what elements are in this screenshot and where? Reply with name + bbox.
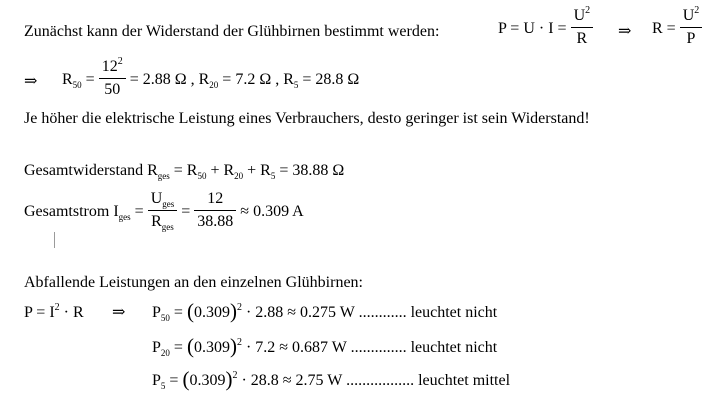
total-current-eq: = bbox=[130, 203, 148, 221]
power-value: · 28.8 ≈ 2.75 W bbox=[237, 372, 343, 389]
power-label: P bbox=[152, 339, 161, 356]
total-resistance-term: = R bbox=[169, 162, 198, 179]
current-fraction-1-num: U bbox=[150, 190, 163, 207]
power-base: 0.309 bbox=[193, 304, 230, 321]
power-exp: 2 bbox=[236, 302, 242, 313]
r50-fraction-den: 50 bbox=[104, 81, 121, 98]
power-sub: 5 bbox=[160, 381, 166, 391]
text-caret bbox=[54, 232, 55, 248]
current-fraction-1-den-sub: ges bbox=[161, 222, 174, 232]
intro-line bbox=[24, 24, 439, 40]
total-current-value: ≈ 0.309 A bbox=[236, 203, 304, 221]
total-resistance-line bbox=[24, 163, 344, 179]
paren-open: ( bbox=[186, 334, 194, 358]
intro-text: Zunächst kann der Widerstand der Glühbirnen bestimmt werden: bbox=[24, 23, 440, 40]
power-label: P bbox=[152, 304, 161, 321]
power-line-5 bbox=[152, 367, 511, 391]
total-resistance-sub: 20 bbox=[234, 171, 244, 181]
power-sub: 20 bbox=[160, 348, 170, 358]
resistance-values bbox=[62, 56, 360, 100]
r50-eq: = bbox=[81, 71, 99, 89]
r50-fraction-num: 12 bbox=[101, 58, 118, 75]
r50-value: = 2.88 Ω bbox=[125, 71, 187, 89]
total-current-line bbox=[24, 190, 304, 232]
implies-arrow-icon: ⇒ bbox=[112, 304, 126, 321]
power-dots: ............ bbox=[354, 304, 407, 321]
implies-arrow-3 bbox=[112, 305, 125, 321]
power-exp: 2 bbox=[232, 370, 238, 381]
power-base: 0.309 bbox=[193, 339, 230, 356]
r5-label: , R bbox=[271, 71, 294, 89]
total-resistance-sub: 5 bbox=[270, 171, 276, 181]
implies-arrow-icon: ⇒ bbox=[24, 73, 38, 90]
r20-value: = 7.2 Ω bbox=[218, 71, 272, 89]
resistance-fraction-den: P bbox=[686, 30, 696, 47]
power-line-50 bbox=[152, 299, 498, 323]
resistance-definition-lhs: R = bbox=[652, 20, 680, 38]
implies-arrow-2 bbox=[24, 74, 37, 90]
power-fraction bbox=[571, 5, 594, 47]
power-dots: ................. bbox=[342, 372, 415, 389]
power-formula-line bbox=[24, 302, 84, 321]
section-text: Abfallende Leistungen an den einzelnen Glühbirnen: bbox=[24, 274, 363, 291]
power-result: leuchtet nicht bbox=[406, 339, 498, 356]
power-sub: 50 bbox=[160, 313, 170, 323]
power-value: · 2.88 ≈ 0.275 W bbox=[241, 304, 355, 321]
r50-fraction bbox=[99, 56, 126, 98]
r50-fraction-exp: 2 bbox=[117, 56, 123, 67]
power-definition bbox=[498, 5, 593, 49]
r20-label: , R bbox=[186, 71, 210, 89]
power-formula-rest: · R bbox=[59, 304, 84, 321]
total-resistance-sub: ges bbox=[157, 171, 170, 181]
power-line-20 bbox=[152, 334, 498, 358]
power-dots: .............. bbox=[346, 339, 407, 356]
r5-value: = 28.8 Ω bbox=[298, 71, 360, 89]
power-exp: 2 bbox=[236, 337, 242, 348]
current-fraction-1-num-sub: ges bbox=[162, 199, 175, 209]
current-fraction-1-den: R bbox=[151, 213, 162, 230]
paren-close: ) bbox=[229, 334, 237, 358]
power-label: P bbox=[152, 372, 161, 389]
current-fraction-2 bbox=[194, 191, 236, 230]
current-fraction-1 bbox=[148, 191, 178, 230]
power-result: leuchtet nicht bbox=[406, 304, 498, 321]
power-formula-exp: 2 bbox=[54, 302, 60, 313]
statement-text: Je höher die elektrische Leistung eines Verbrauchers, desto geringer ist sein Widerstand! bbox=[24, 110, 590, 127]
power-formula-text: P = I bbox=[24, 304, 55, 321]
r5-sub: 5 bbox=[293, 80, 299, 91]
power-result: leuchtet mittel bbox=[414, 372, 511, 389]
resistance-definition bbox=[652, 5, 702, 49]
paren-open: ( bbox=[186, 299, 194, 323]
section-line bbox=[24, 275, 363, 291]
resistance-fraction-exp: 2 bbox=[694, 5, 700, 16]
statement-line bbox=[24, 111, 590, 127]
power-eq: = bbox=[165, 372, 183, 389]
total-resistance-value: = 38.88 Ω bbox=[275, 162, 345, 179]
implies-arrow-icon: ⇒ bbox=[618, 23, 632, 40]
resistance-fraction bbox=[680, 5, 703, 47]
total-current-sub: ges bbox=[118, 212, 131, 223]
total-resistance-sub: 50 bbox=[197, 171, 207, 181]
implies-arrow-1 bbox=[618, 24, 631, 40]
power-value: · 7.2 ≈ 0.687 W bbox=[241, 339, 347, 356]
r20-sub: 20 bbox=[209, 80, 219, 91]
power-eq: = bbox=[169, 304, 187, 321]
r50-label: R bbox=[62, 71, 73, 89]
power-eq: = bbox=[169, 339, 187, 356]
total-current-eq: = bbox=[177, 203, 195, 221]
paren-open: ( bbox=[182, 367, 190, 391]
paren-close: ) bbox=[229, 299, 237, 323]
total-resistance-term: + R bbox=[206, 162, 235, 179]
power-definition-lhs: P = U · I = bbox=[498, 20, 571, 38]
total-current-label: Gesamtstrom I bbox=[24, 203, 119, 221]
r50-sub: 50 bbox=[72, 80, 82, 91]
power-fraction-den: R bbox=[576, 30, 588, 47]
power-base: 0.309 bbox=[189, 372, 226, 389]
resistance-fraction-num: U bbox=[682, 7, 695, 24]
current-fraction-2-num: 12 bbox=[194, 191, 236, 211]
current-fraction-2-den: 38.88 bbox=[197, 213, 234, 230]
total-resistance-label: Gesamtwiderstand R bbox=[24, 162, 158, 179]
power-fraction-num: U bbox=[573, 7, 586, 24]
total-resistance-term: + R bbox=[243, 162, 271, 179]
power-fraction-exp: 2 bbox=[585, 5, 591, 16]
paren-close: ) bbox=[225, 367, 233, 391]
